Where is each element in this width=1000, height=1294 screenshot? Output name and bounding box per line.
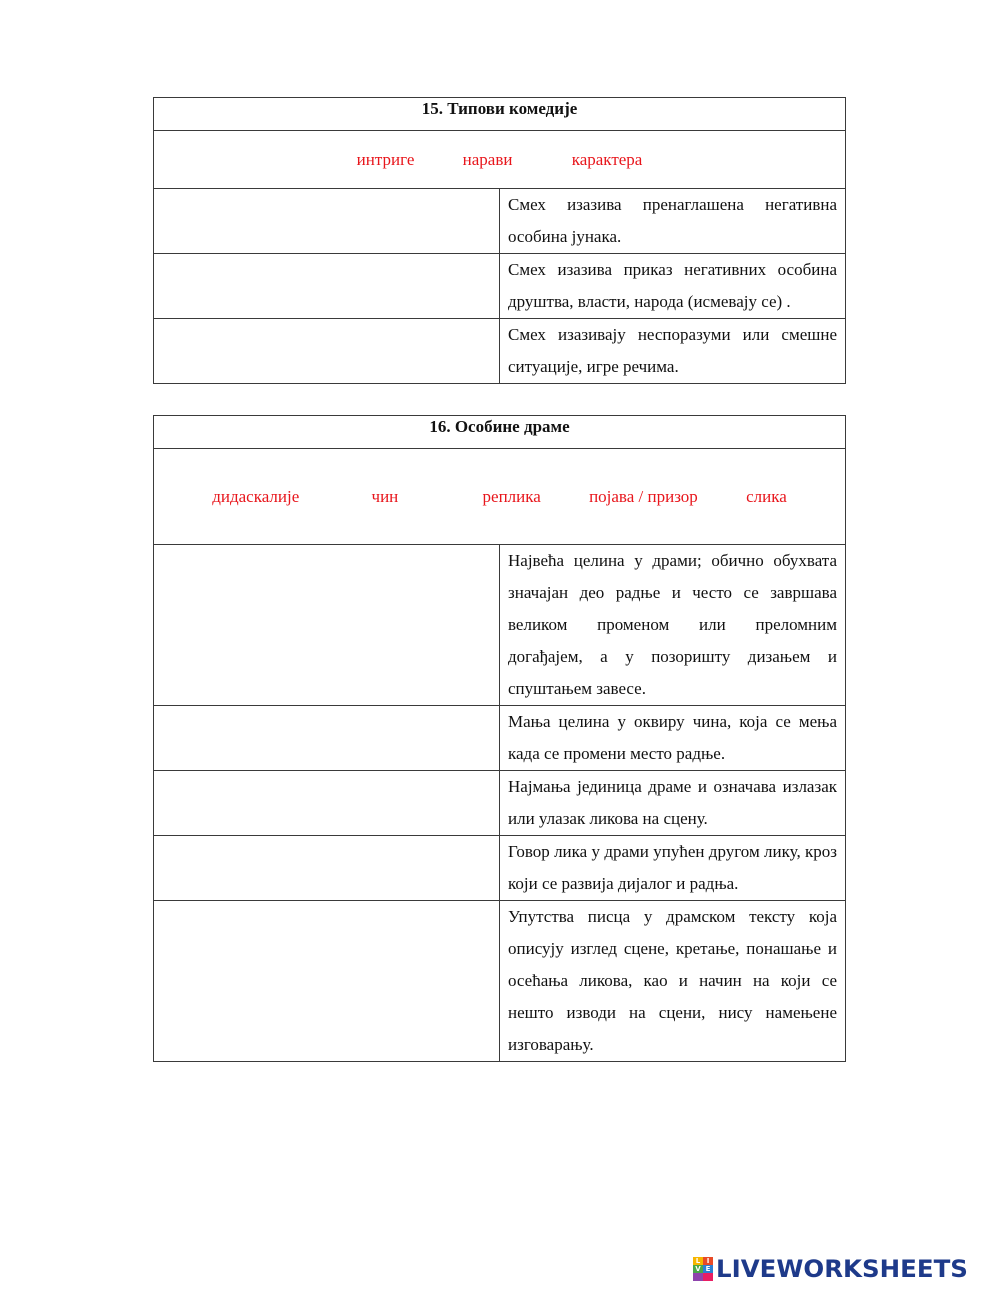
word-option[interactable]: интриге — [356, 149, 415, 169]
word-option[interactable]: карактера — [571, 149, 643, 169]
answer-field[interactable] — [154, 319, 500, 384]
table-row — [154, 545, 846, 706]
answer-field[interactable] — [154, 545, 500, 706]
table-row — [154, 706, 846, 771]
table-row — [154, 836, 846, 901]
answer-field[interactable] — [154, 254, 500, 319]
word-option[interactable]: нарави — [462, 149, 513, 169]
liveworksheets-logo — [693, 1254, 968, 1284]
definition-text: Смех изазива приказ негативних особина друштва, власти, народа (исмевају се) . — [500, 254, 846, 319]
word-option[interactable]: слика — [746, 486, 787, 506]
drama-features-table — [153, 415, 846, 1062]
table-title: 16. Особине драме — [154, 416, 846, 449]
definition-text: Најмања јединица драме и означава излазак или улазак ликова на сцену. — [500, 771, 846, 836]
word-option[interactable]: реплика — [482, 486, 541, 506]
comedy-types-table — [153, 97, 846, 384]
definition-text: Мања целина у оквиру чина, која се мења када се промени место радње. — [500, 706, 846, 771]
definition-text: Смех изазивају неспоразуми или смешне ситуације, игре речима. — [500, 319, 846, 384]
definition-text: Највећа целина у драми; обично обухвата значајан део радње и често се завршава великом променом или преломним догађајем, а у позоришту дизањем и спуштањем завесе. — [500, 545, 846, 706]
answer-field[interactable] — [154, 771, 500, 836]
word-option[interactable]: појава / призор — [589, 486, 698, 506]
word-bank — [154, 449, 846, 545]
table-row — [154, 901, 846, 1062]
liveworksheets-logo-icon: L I V E — [693, 1257, 713, 1281]
table-row — [154, 189, 846, 254]
definition-text: Упутства писца у драмском тексту која описују изглед сцене, кретање, понашање и осећања ликова, као и начин на који се нешто изводи на сцени, нису намењене изговарању. — [500, 901, 846, 1062]
logo-text: LIVEWORKSHEETS — [716, 1255, 968, 1283]
table-row — [154, 319, 846, 384]
answer-field[interactable] — [154, 836, 500, 901]
answer-field[interactable] — [154, 901, 500, 1062]
table-title: 15. Типови комедије — [154, 98, 846, 131]
table-row — [154, 254, 846, 319]
definition-text: Говор лика у драми упућен другом лику, кроз који се развија дијалог и радња. — [500, 836, 846, 901]
answer-field[interactable] — [154, 189, 500, 254]
definition-text: Смех изазива пренаглашена негативна особина јунака. — [500, 189, 846, 254]
table-row — [154, 771, 846, 836]
word-option[interactable]: чин — [371, 486, 399, 506]
word-option[interactable]: дидаскалије — [212, 486, 300, 506]
answer-field[interactable] — [154, 706, 500, 771]
word-bank — [154, 131, 846, 189]
